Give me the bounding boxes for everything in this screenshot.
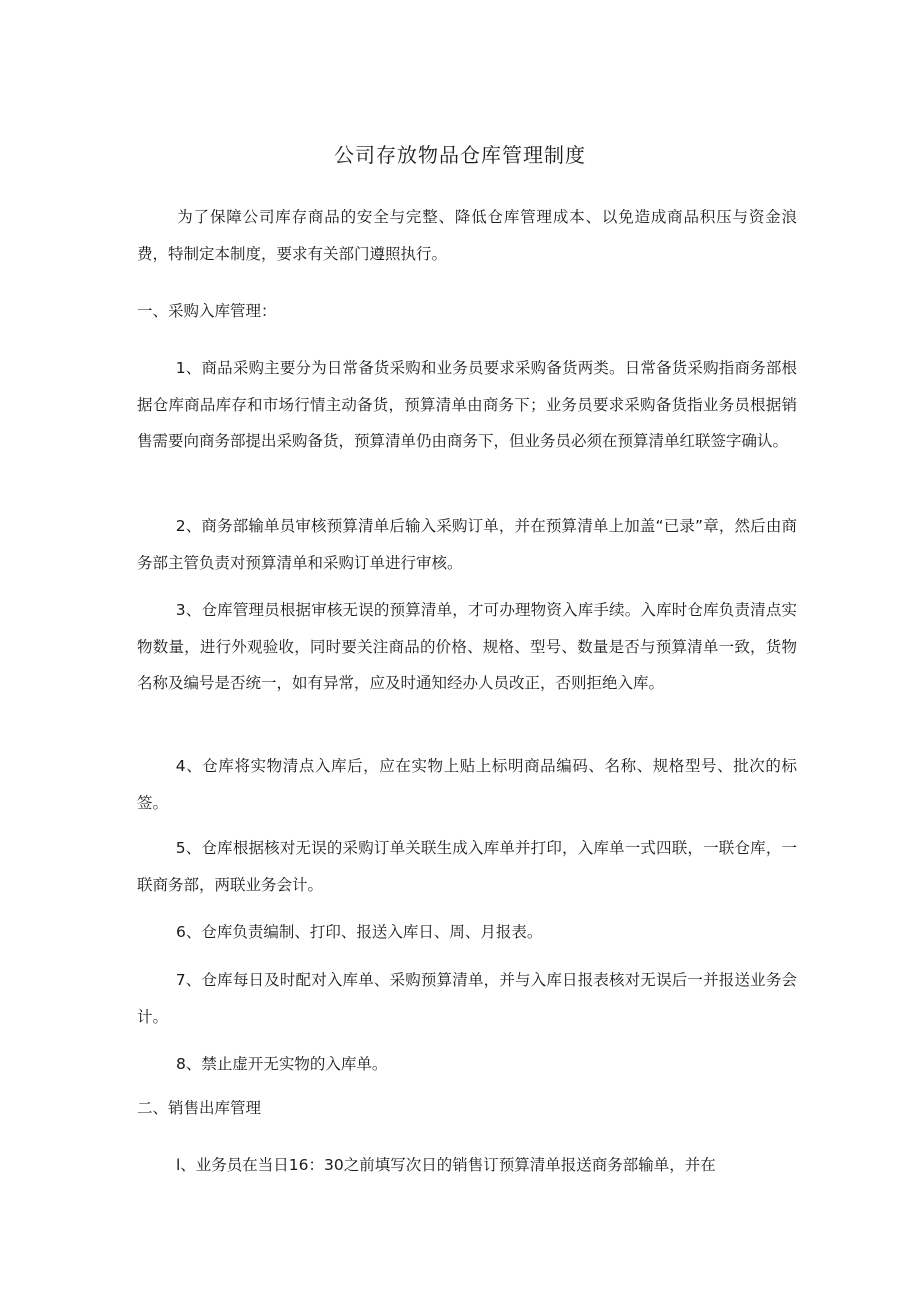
- purchase-item-6: 6、仓库负责编制、打印、报送入库日、周、月报表。: [176, 923, 543, 941]
- document-title: 公司存放物品仓库管理制度: [334, 143, 586, 167]
- intro-paragraph: 为了保障公司库存商品的安全与完整、降低仓库管理成本、以免造成商品积压与资金浪费，特制定本制度，要求有关部门遵照执行。: [137, 208, 797, 263]
- purchase-item-4: 4、仓库将实物清点入库后，应在实物上贴上标明商品编码、名称、规格型号、批次的标签。: [137, 757, 797, 812]
- sales-item-1: l、业务员在当日16：30之前填写次日的销售订预算清单报送商务部输单，并在: [176, 1156, 716, 1174]
- section-heading-purchase: 一、采购入库管理：: [137, 302, 277, 320]
- purchase-item-5: 5、仓库根据核对无误的采购订单关联生成入库单并打印，入库单一式四联，一联仓库，一联商务部，两联业务会计。: [137, 839, 797, 894]
- section-heading-sales: 二、销售出库管理: [137, 1099, 262, 1117]
- purchase-item-1: 1、商品采购主要分为日常备货采购和业务员要求采购备货两类。日常备货采购指商务部根据仓库商品库存和市场行情主动备货，预算清单由商务下；业务员要求采购备货指业务员根据销售需要向商务部提出采购备货，预算清单仍由商务下，但业务员必须在预算清单红联签字确认。: [137, 359, 797, 450]
- purchase-item-8: 8、禁止虚开无实物的入库单。: [176, 1055, 388, 1073]
- purchase-item-2: 2、商务部输单员审核预算清单后输入采购订单，并在预算清单上加盖“已录”章，然后由商务部主管负责对预算清单和采购订单进行审核。: [137, 517, 797, 572]
- purchase-item-3: 3、仓库管理员根据审核无误的预算清单，才可办理物资入库手续。入库时仓库负责清点实物数量，进行外观验收，同时要关注商品的价格、规格、型号、数量是否与预算清单一致，货物名称及编号是否统一，如有异常，应及时通知经办人员改正，否则拒绝入库。: [137, 601, 797, 692]
- purchase-item-7: 7、仓库每日及时配对入库单、采购预算清单，并与入库日报表核对无误后一并报送业务会计。: [137, 971, 797, 1026]
